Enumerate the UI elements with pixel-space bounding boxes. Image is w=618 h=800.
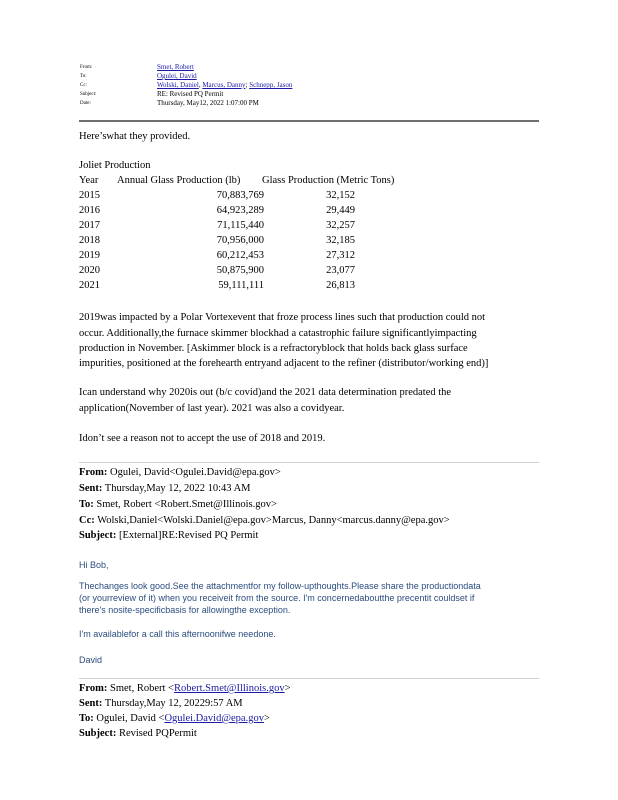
email2-subject bbox=[79, 528, 258, 544]
body-line: there's nosite-specificbasis for allowingthe exception. bbox=[79, 605, 291, 615]
cc-link-3[interactable]: Schnepp, Jason bbox=[249, 81, 293, 89]
email2-from-label: From: bbox=[79, 467, 108, 478]
year-cell: 2020 bbox=[79, 265, 100, 276]
mt-cell: 23,077 bbox=[326, 265, 355, 276]
table-title: Joliet Production bbox=[79, 160, 151, 171]
email3-to bbox=[79, 711, 270, 727]
reply-divider bbox=[79, 462, 539, 463]
email3-to-link[interactable]: Ogulei.David@epa.gov bbox=[164, 713, 264, 724]
body-line: Thechanges look good.See the attachmentfor my follow-upthoughts.Please share the productiondata bbox=[79, 581, 481, 591]
email2-cc-label: Cc: bbox=[79, 515, 95, 526]
to-link[interactable]: Ogulei, David bbox=[157, 72, 197, 80]
email2-from-value: Ogulei, David<Ogulei.David@epa.gov> bbox=[110, 467, 281, 478]
paragraph-line: impurities, positioned at the forehearth entryand adjacent to the refiner (distributor/working end)] bbox=[79, 358, 489, 369]
email3-subject bbox=[79, 726, 197, 742]
lb-cell: 50,875,900 bbox=[216, 265, 264, 276]
header-divider bbox=[79, 120, 539, 122]
email2-subject-value: [External]RE:Revised PQ Permit bbox=[118, 530, 259, 541]
email2-from bbox=[79, 465, 281, 481]
email2-sent-value: Thursday,May 12, 2022 10:43 AM bbox=[104, 483, 251, 494]
lb-cell: 64,923,289 bbox=[216, 205, 264, 216]
lb-cell: 60,212,453 bbox=[216, 250, 264, 261]
email2-to-label: To: bbox=[79, 499, 94, 510]
date-label: Date: bbox=[80, 101, 91, 106]
paragraph-line: Ican understand why 2020is out (b/c covid)and the 2021 data determination predated the bbox=[79, 387, 452, 398]
email3-subject-value: Revised PQPermit bbox=[118, 728, 197, 739]
email3-from-label: From: bbox=[79, 683, 108, 694]
email3-sent-label: Sent: bbox=[79, 698, 103, 709]
cc-link-2[interactable]: Marcus, Danny bbox=[202, 81, 246, 89]
year-cell: 2021 bbox=[79, 280, 100, 291]
body-line: I'm availablefor a call this afternoonifwe needone. bbox=[79, 629, 276, 639]
email3-sent-value: Thursday,May 12, 20229:57 AM bbox=[104, 698, 243, 709]
year-cell: 2017 bbox=[79, 220, 100, 231]
lb-cell: 71,115,440 bbox=[217, 220, 264, 231]
email3-to-suffix: > bbox=[263, 713, 270, 724]
year-cell: 2015 bbox=[79, 190, 100, 201]
email3-from-suffix: > bbox=[284, 683, 291, 694]
email2-cc bbox=[79, 513, 450, 529]
greeting: Hi Bob, bbox=[79, 560, 109, 570]
lb-cell: 70,883,769 bbox=[216, 190, 264, 201]
body-line: (or yourreview of it) when you receiveit from the source. I'm concernedaboutthe precentit couldset if bbox=[79, 593, 475, 603]
email2-subject-label: Subject: bbox=[79, 530, 117, 541]
reply-divider bbox=[79, 678, 539, 679]
mt-cell: 32,257 bbox=[326, 220, 355, 231]
subject-value: RE: Revised PQ Permit bbox=[157, 90, 224, 98]
to-label: To: bbox=[80, 74, 87, 79]
year-cell: 2016 bbox=[79, 205, 100, 216]
email3-subject-label: Subject: bbox=[79, 728, 117, 739]
email3-to-label: To: bbox=[79, 713, 94, 724]
email2-to bbox=[79, 497, 277, 513]
from-link[interactable]: Smet, Robert bbox=[157, 63, 194, 71]
year-cell: 2018 bbox=[79, 235, 100, 246]
from-label: From: bbox=[80, 65, 93, 70]
paragraph-line: production in November. [Askimmer block is a refractoryblock that holds back glass surface bbox=[79, 343, 468, 354]
email3-from bbox=[79, 681, 291, 697]
col-lb: Annual Glass Production (lb) bbox=[117, 175, 241, 186]
cc-label: Cc: bbox=[80, 83, 87, 88]
paragraph-line: Idon’t see a reason not to accept the use of 2018 and 2019. bbox=[79, 433, 326, 444]
paragraph-line: 2019was impacted by a Polar Vortexevent that froze process lines such that production could not bbox=[79, 312, 486, 323]
signature: David bbox=[79, 655, 103, 665]
email3-to-prefix: Ogulei, David < bbox=[96, 713, 165, 724]
email2-sent bbox=[79, 481, 251, 497]
mt-cell: 27,312 bbox=[326, 250, 355, 261]
paragraph-line: occur. Additionally,the furnace skimmer blockhad a catastrophic failure significantlyimpacting bbox=[79, 328, 477, 339]
mt-cell: 32,152 bbox=[326, 190, 355, 201]
col-year: Year bbox=[79, 175, 99, 186]
paragraph-line: application(November of last year). 2021 was also a covidyear. bbox=[79, 403, 345, 414]
email3-from-link[interactable]: Robert.Smet@Illinois.gov bbox=[173, 683, 285, 694]
lb-cell: 59,111,111 bbox=[218, 280, 264, 291]
subject-label: Subject: bbox=[80, 92, 97, 97]
email2-to-value: Smet, Robert <Robert.Smet@Illinois.gov> bbox=[96, 499, 277, 510]
lb-cell: 70,956,000 bbox=[216, 235, 264, 246]
email2-cc-value: Wolski,Daniel<Wolski.Daniel@epa.gov>Marcus, Danny<marcus.danny@epa.gov> bbox=[97, 515, 450, 526]
email-header: From: Smet, Robert To: Ogulei, David Cc: Wolski, Daniel, Marcus, Danny; Schnepp, Jason Subject: RE: Revised PQ Permit Date: Thursday, May12, 2022 1:07:00 PM bbox=[80, 63, 293, 107]
year-cell: 2019 bbox=[79, 250, 100, 261]
email2-sent-label: Sent: bbox=[79, 483, 103, 494]
email3-from-prefix: Smet, Robert < bbox=[110, 683, 174, 694]
cc-link-1[interactable]: Wolski, Daniel bbox=[157, 81, 199, 89]
col-mt: Glass Production (Metric Tons) bbox=[262, 175, 395, 186]
intro-text: Here’swhat they provided. bbox=[79, 131, 191, 142]
email3-sent bbox=[79, 696, 243, 712]
date-value: Thursday, May12, 2022 1:07:00 PM bbox=[157, 99, 259, 107]
mt-cell: 29,449 bbox=[326, 205, 355, 216]
mt-cell: 26,813 bbox=[326, 280, 355, 291]
mt-cell: 32,185 bbox=[326, 235, 355, 246]
